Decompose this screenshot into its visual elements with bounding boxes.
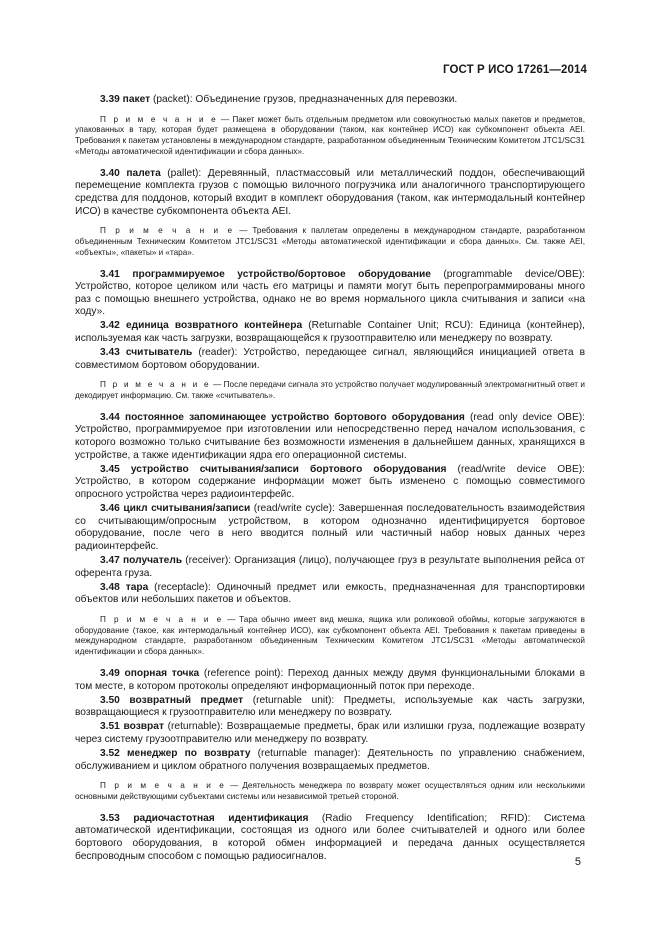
term-text: (programmable device/OBE): Устройство, которое целиком или часть его матрицы и памяти могут быть перепрограммированы много раз с помощью внешнего устройства, однако не во время нормального цикла считывания и записи «на ходу». <box>75 268 585 318</box>
term-number: 3.44 <box>100 411 120 423</box>
term-definition <box>75 668 585 693</box>
term-number: 3.51 <box>100 721 120 733</box>
term-definition <box>75 555 585 580</box>
term-name: пакет <box>122 94 151 105</box>
term-definition <box>75 347 585 372</box>
note-label: П р и м е ч а н и е <box>100 781 227 791</box>
term-definition <box>75 412 585 462</box>
note-text: После передачи сигнала это устройство получает модулированный электромагнитный ответ и декодирует информацию. См. также «считыватель». <box>75 380 585 401</box>
term-name: опорная точка <box>124 667 200 679</box>
note-label: П р и м е ч а н и е <box>100 226 235 236</box>
term-text: (packet): Объединение грузов, предназначенных для перевозки. <box>150 94 458 105</box>
note-text: Требования к паллетам определены в международном стандарте, разработанном объединенным Техническим Комитетом JTC1/SC31 «Методы автоматической идентификации и сбора данных». См. также AEI, «объекты», «пакеты» и «тара». <box>75 226 585 257</box>
note-label: П р и м е ч а н и е <box>100 380 211 390</box>
term-definition <box>75 269 585 319</box>
term-definition <box>75 320 585 345</box>
term-number: 3.50 <box>100 694 120 706</box>
note-text: Тара обычно имеет вид мешка, ящика или роликовой обоймы, которые загружаются в оборудование (такое, как интермодальный контейнер ИСО), как субкомпонент объекта AEI. Требования к пакетам приведены в международном стандарте, разработанном объединенным Техническим Комитетом JTC1/SC31 «Методы автоматической идентификации и сбора данных». <box>75 614 585 657</box>
note-paragraph <box>75 380 585 402</box>
note-dash: — <box>217 114 233 124</box>
term-number: 3.53 <box>100 812 120 824</box>
term-name: единица возвратного контейнера <box>125 320 303 332</box>
note-paragraph <box>75 115 585 158</box>
term-number: 3.47 <box>100 554 120 566</box>
note-paragraph <box>75 781 585 803</box>
note-text: Пакет может быть отдельным предметом или совокупностью малых пакетов и предметов, упакованных в тару, которая будет размещена в оборудовании (таком, как контейнер ИСО) как субкомпонент объекта AEI. Требования к пакетам установлены в международном стандарте, разработанном объединенным Техническим Комитетом JTC1/SC31 «Методы автоматической идентификации и сбора данных». <box>75 114 585 156</box>
term-number: 3.46 <box>100 503 120 515</box>
term-name: считыватель <box>125 347 193 359</box>
term-text: (reference point): Переход данных между двумя функциональными блоками в том месте, в котором протоколы определяют информационный поток при переходе. <box>75 667 585 692</box>
term-definition <box>75 503 585 553</box>
term-name: программируемое устройство/бортовое оборудование <box>132 268 431 280</box>
note-text: Деятельность менеджера по возврату может осуществляться одним или несколькими основными действующими субъектами системы или независимой третьей стороной. <box>75 781 585 802</box>
note-dash: — <box>210 380 224 390</box>
term-name: получатель <box>122 554 183 566</box>
term-definition <box>75 464 585 502</box>
page-number: 5 <box>574 856 581 868</box>
term-text: (returnable manager): Деятельность по управлению снабжением, обслуживанием и циклом обратного получения возвращаемых предметов. <box>75 748 585 772</box>
term-number: 3.42 <box>100 320 120 332</box>
term-number: 3.39 <box>100 94 120 105</box>
term-name: тара <box>125 581 149 593</box>
term-number: 3.49 <box>100 667 120 679</box>
term-name: постоянное запоминающее устройство бортового оборудования <box>124 411 465 423</box>
note-dash: — <box>223 614 240 624</box>
term-definition <box>75 94 585 107</box>
term-name: возвратный предмет <box>129 694 244 706</box>
note-paragraph <box>75 615 585 658</box>
term-text: (Radio Frequency Identification; RFID): Система автоматической идентификации, состоящая из одного или более считывателей и одного или более бортового оборудования, в которой обмен информацией и передача данных осуществляется беспроводным способом с помощью радиосигналов. <box>75 812 585 862</box>
term-name: палета <box>126 167 161 179</box>
term-text: (receiver): Организация (лицо), получающее груз в результате выполнения рейса от оферента груза. <box>75 554 585 579</box>
term-text: (read/write cycle): Завершенная последовательность взаимодействия со считывающим/опросным устройством, в котором однозначно идентифицируется бортовое оборудование, после чего в него вводится полный или частичный набор новых данных через радиоинтерфейс. <box>75 503 585 552</box>
term-text: (read only device OBE): Устройство, программируемое при изготовлении или непосредственно перед началом использования, с которого возможно только считывание без возможности изменения в дальнейшем данных, хранящихся в устройстве, а также идентификации ядра его операционной системы. <box>75 411 585 461</box>
term-definition <box>75 721 585 746</box>
term-number: 3.52 <box>100 748 120 760</box>
note-paragraph <box>75 226 585 258</box>
term-definition <box>75 813 585 863</box>
term-name: цикл считывания/записи <box>123 503 251 515</box>
term-text: (returnable unit): Предметы, используемые как часть загрузки, возвращающиеся к грузоотправителю или менеджеру по возврату. <box>75 694 585 719</box>
term-text: (reader): Устройство, передающее сигнал, являющийся инициацией ответа в совместимом бортовом оборудовании. <box>75 347 585 371</box>
term-text: (pallet): Деревянный, пластмассовый или металлический поддон, обеспечивающий перемещение комплекта грузов с помощью вилочного погрузчика или аналогичного транспортирующего средства для поддонов, который входит в комплект оборудования (таком, как интермодальный контейнер ИСО) в качестве субкомпонента объекта AEI. <box>75 167 585 217</box>
term-definition <box>75 168 585 218</box>
term-name: менеджер по возврату <box>127 748 251 760</box>
term-text: (read/write device OBE): Устройство, в котором содержание информации может быть изменено с помощью совместимого опросного устройства через радиоинтерфейс. <box>75 463 585 500</box>
term-number: 3.41 <box>100 268 120 280</box>
term-name: устройство считывания/записи бортового оборудования <box>130 463 447 475</box>
term-text: (receptacle): Одиночный предмет или емкость, предназначенная для транспортировки объектов или небольших пакетов и объектов. <box>75 581 585 606</box>
term-number: 3.40 <box>100 167 120 179</box>
terms-section <box>75 94 585 863</box>
term-definition <box>75 695 585 720</box>
note-dash: — <box>234 226 253 236</box>
note-dash: — <box>226 781 243 791</box>
note-label: П р и м е ч а н и е <box>100 114 218 124</box>
term-number: 3.45 <box>100 463 120 475</box>
standard-header: ГОСТ Р ИСО 17261—2014 <box>442 64 587 76</box>
term-name: радиочастотная идентификация <box>133 812 309 824</box>
term-definition <box>75 582 585 607</box>
note-label: П р и м е ч а н и е <box>100 614 224 624</box>
term-number: 3.48 <box>100 581 120 593</box>
term-text: (returnable): Возвращаемые предметы, брак или излишки груза, подлежащие возврату через систему грузоотправителю или менеджеру по возврату. <box>75 721 585 745</box>
term-name: возврат <box>123 721 164 733</box>
term-definition <box>75 748 585 773</box>
term-number: 3.43 <box>100 347 120 359</box>
term-text: (Returnable Container Unit; RCU): Единица (контейнер), используемая как часть загрузки, возвращающейся к грузоотправителю или менеджеру по возврату. <box>75 320 585 345</box>
